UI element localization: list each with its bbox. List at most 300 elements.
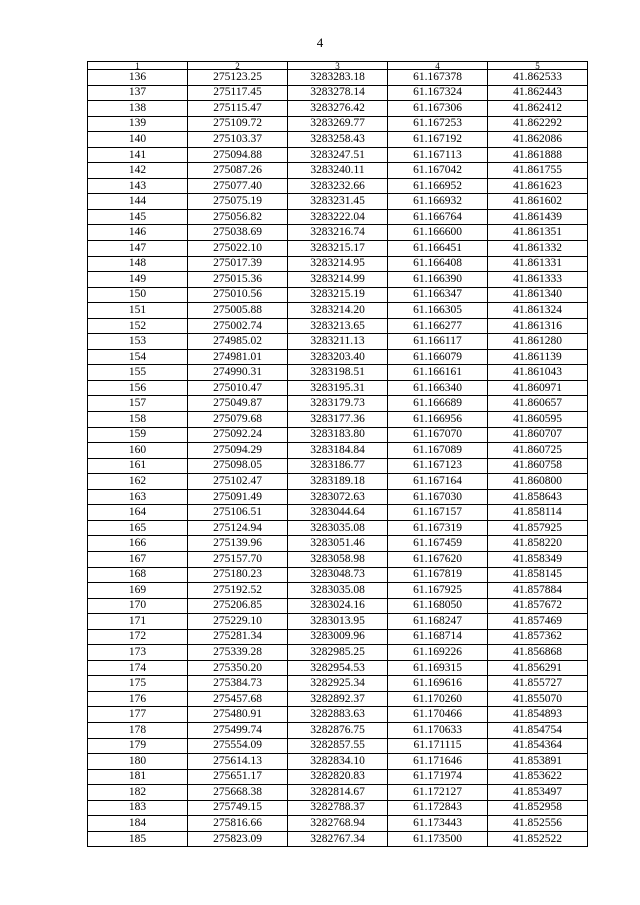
table-row: [88, 551, 588, 567]
table-cell-col-4: 61.167319: [388, 520, 488, 536]
table-cell-col-1: 184: [88, 816, 188, 832]
table-cell-col-3: 3283072.63: [288, 489, 388, 505]
table-cell-col-3: 3282768.94: [288, 816, 388, 832]
table-cell-col-3: 3283035.08: [288, 520, 388, 536]
table-cell-col-4: 61.166956: [388, 412, 488, 428]
table-cell-col-1: 138: [88, 101, 188, 117]
table-cell-col-2: 275157.70: [188, 551, 288, 567]
table-cell-col-3: 3283013.95: [288, 614, 388, 630]
table-row: [88, 676, 588, 692]
table-cell-col-4: 61.166305: [388, 303, 488, 319]
table-cell-col-3: 3283203.40: [288, 349, 388, 365]
table-row: [88, 614, 588, 630]
table-cell-col-1: 152: [88, 318, 188, 334]
table-cell-col-1: 143: [88, 178, 188, 194]
table-cell-col-1: 136: [88, 70, 188, 86]
table-cell-col-5: 41.861316: [488, 318, 588, 334]
table-cell-col-4: 61.166408: [388, 256, 488, 272]
table-cell-col-2: 274981.01: [188, 349, 288, 365]
table-cell-col-5: 41.860758: [488, 458, 588, 474]
table-cell-col-5: 41.858349: [488, 551, 588, 567]
table-cell-col-5: 41.862412: [488, 101, 588, 117]
table-cell-col-3: 3283198.51: [288, 365, 388, 381]
table-cell-col-5: 41.860657: [488, 396, 588, 412]
table-cell-col-1: 157: [88, 396, 188, 412]
table-cell-col-2: 275123.25: [188, 70, 288, 86]
table-cell-col-1: 185: [88, 831, 188, 847]
table-cell-col-1: 164: [88, 505, 188, 521]
table-cell-col-5: 41.858643: [488, 489, 588, 505]
table-cell-col-5: 41.861755: [488, 163, 588, 179]
coordinates-table: [87, 61, 588, 847]
table-row: [88, 831, 588, 847]
table-cell-col-3: 3283214.95: [288, 256, 388, 272]
table-cell-col-2: 275823.09: [188, 831, 288, 847]
table-cell-col-3: 3282814.67: [288, 785, 388, 801]
table-cell-col-4: 61.166277: [388, 318, 488, 334]
table-cell-col-5: 41.861332: [488, 241, 588, 257]
table-cell-col-2: 274985.02: [188, 334, 288, 350]
table-cell-col-3: 3283269.77: [288, 116, 388, 132]
table-cell-col-4: 61.173443: [388, 816, 488, 832]
table-cell-col-1: 160: [88, 443, 188, 459]
table-cell-col-1: 139: [88, 116, 188, 132]
table-cell-col-1: 170: [88, 598, 188, 614]
table-cell-col-2: 275668.38: [188, 785, 288, 801]
table-cell-col-3: 3282954.53: [288, 660, 388, 676]
table-cell-col-4: 61.167164: [388, 474, 488, 490]
table-cell-col-2: 275124.94: [188, 520, 288, 536]
table-cell-col-2: 275192.52: [188, 583, 288, 599]
table-cell-col-1: 176: [88, 691, 188, 707]
table-row: [88, 660, 588, 676]
table-cell-col-2: 275103.37: [188, 132, 288, 148]
table-cell-col-5: 41.861139: [488, 349, 588, 365]
table-cell-col-1: 145: [88, 209, 188, 225]
table-cell-col-4: 61.166340: [388, 380, 488, 396]
table-row: [88, 427, 588, 443]
table-cell-col-4: 61.168050: [388, 598, 488, 614]
table-cell-col-5: 41.861340: [488, 287, 588, 303]
table-cell-col-2: 275139.96: [188, 536, 288, 552]
table-cell-col-5: 41.857884: [488, 583, 588, 599]
table-row: [88, 520, 588, 536]
table-cell-col-1: 151: [88, 303, 188, 319]
table-cell-col-5: 41.861324: [488, 303, 588, 319]
table-header: [88, 62, 588, 70]
table-cell-col-1: 178: [88, 722, 188, 738]
table-cell-col-1: 167: [88, 551, 188, 567]
table-cell-col-3: 3282925.34: [288, 676, 388, 692]
table-cell-col-3: 3282985.25: [288, 645, 388, 661]
table-cell-col-2: 274990.31: [188, 365, 288, 381]
table-cell-col-3: 3283189.18: [288, 474, 388, 490]
table-cell-col-1: 173: [88, 645, 188, 661]
table-cell-col-2: 275281.34: [188, 629, 288, 645]
table-row: [88, 272, 588, 288]
table-cell-col-2: 275480.91: [188, 707, 288, 723]
table-cell-col-3: 3283051.46: [288, 536, 388, 552]
table-cell-col-4: 61.166932: [388, 194, 488, 210]
table-row: [88, 707, 588, 723]
table-cell-col-3: 3283215.17: [288, 241, 388, 257]
table-cell-col-2: 275339.28: [188, 645, 288, 661]
table-row: [88, 738, 588, 754]
table-cell-col-3: 3283179.73: [288, 396, 388, 412]
table-cell-col-5: 41.861351: [488, 225, 588, 241]
column-header-5: 5: [488, 62, 588, 70]
table-cell-col-1: 174: [88, 660, 188, 676]
table-cell-col-4: 61.167253: [388, 116, 488, 132]
table-row: [88, 785, 588, 801]
table-cell-col-4: 61.167042: [388, 163, 488, 179]
table-cell-col-2: 275816.66: [188, 816, 288, 832]
table-cell-col-1: 158: [88, 412, 188, 428]
table-row: [88, 691, 588, 707]
table-cell-col-2: 275180.23: [188, 567, 288, 583]
table-cell-col-3: 3283240.11: [288, 163, 388, 179]
table-cell-col-5: 41.854893: [488, 707, 588, 723]
table-cell-col-4: 61.166952: [388, 178, 488, 194]
table-cell-col-5: 41.853891: [488, 754, 588, 770]
table-cell-col-2: 275229.10: [188, 614, 288, 630]
table-cell-col-2: 275115.47: [188, 101, 288, 117]
table-row: [88, 769, 588, 785]
table-cell-col-1: 161: [88, 458, 188, 474]
table-cell-col-3: 3283211.13: [288, 334, 388, 350]
table-cell-col-4: 61.170633: [388, 722, 488, 738]
table-cell-col-4: 61.167123: [388, 458, 488, 474]
table-cell-col-5: 41.857469: [488, 614, 588, 630]
table-cell-col-4: 61.166347: [388, 287, 488, 303]
table-cell-col-5: 41.858220: [488, 536, 588, 552]
table-cell-col-3: 3283222.04: [288, 209, 388, 225]
column-header-1: 1: [88, 62, 188, 70]
table-row: [88, 800, 588, 816]
table-cell-col-4: 61.168714: [388, 629, 488, 645]
table-cell-col-5: 41.861623: [488, 178, 588, 194]
table-cell-col-3: 3282834.10: [288, 754, 388, 770]
table-cell-col-4: 61.166390: [388, 272, 488, 288]
table-cell-col-4: 61.166451: [388, 241, 488, 257]
table-cell-col-2: 275010.47: [188, 380, 288, 396]
table-cell-col-2: 275554.09: [188, 738, 288, 754]
page-number: 4: [316, 35, 324, 50]
table-cell-col-1: 162: [88, 474, 188, 490]
table-cell-col-2: 275005.88: [188, 303, 288, 319]
table-cell-col-3: 3283258.43: [288, 132, 388, 148]
table-cell-col-3: 3283214.20: [288, 303, 388, 319]
table-cell-col-3: 3282892.37: [288, 691, 388, 707]
table-cell-col-3: 3283048.73: [288, 567, 388, 583]
table-cell-col-3: 3282876.75: [288, 722, 388, 738]
table-cell-col-2: 275749.15: [188, 800, 288, 816]
table-cell-col-3: 3283278.14: [288, 85, 388, 101]
table-cell-col-3: 3283024.16: [288, 598, 388, 614]
table-cell-col-2: 275098.05: [188, 458, 288, 474]
table-cell-col-3: 3283044.64: [288, 505, 388, 521]
table-cell-col-3: 3283214.99: [288, 272, 388, 288]
table-cell-col-1: 148: [88, 256, 188, 272]
table-cell-col-4: 61.170466: [388, 707, 488, 723]
table-cell-col-5: 41.857672: [488, 598, 588, 614]
table-cell-col-2: 275038.69: [188, 225, 288, 241]
table-row: [88, 318, 588, 334]
table-row: [88, 629, 588, 645]
table-cell-col-4: 61.167030: [388, 489, 488, 505]
table-cell-col-1: 179: [88, 738, 188, 754]
table-cell-col-1: 144: [88, 194, 188, 210]
table-cell-col-2: 275102.47: [188, 474, 288, 490]
table-row: [88, 225, 588, 241]
table-row: [88, 334, 588, 350]
table-cell-col-3: 3283283.18: [288, 70, 388, 86]
table-cell-col-1: 153: [88, 334, 188, 350]
table-cell-col-4: 61.171646: [388, 754, 488, 770]
table-row: [88, 583, 588, 599]
table-cell-col-5: 41.861280: [488, 334, 588, 350]
table-cell-col-3: 3283009.96: [288, 629, 388, 645]
table-cell-col-5: 41.860595: [488, 412, 588, 428]
table-cell-col-4: 61.169616: [388, 676, 488, 692]
table-cell-col-4: 61.167324: [388, 85, 488, 101]
table-cell-col-4: 61.167306: [388, 101, 488, 117]
table-row: [88, 816, 588, 832]
table-cell-col-4: 61.166689: [388, 396, 488, 412]
table-cell-col-1: 156: [88, 380, 188, 396]
table-cell-col-3: 3283058.98: [288, 551, 388, 567]
table-cell-col-4: 61.170260: [388, 691, 488, 707]
table-row: [88, 241, 588, 257]
table-cell-col-4: 61.166079: [388, 349, 488, 365]
table-cell-col-5: 41.861602: [488, 194, 588, 210]
table-cell-col-2: 275077.40: [188, 178, 288, 194]
table-cell-col-1: 165: [88, 520, 188, 536]
table-cell-col-1: 182: [88, 785, 188, 801]
table-cell-col-5: 41.852958: [488, 800, 588, 816]
table-cell-col-5: 41.855070: [488, 691, 588, 707]
table-cell-col-2: 275094.88: [188, 147, 288, 163]
table-cell-col-5: 41.852556: [488, 816, 588, 832]
table-cell-col-4: 61.167192: [388, 132, 488, 148]
table-cell-col-4: 61.167459: [388, 536, 488, 552]
table-cell-col-1: 180: [88, 754, 188, 770]
table-cell-col-4: 61.168247: [388, 614, 488, 630]
table-cell-col-3: 3283276.42: [288, 101, 388, 117]
table-cell-col-2: 275117.45: [188, 85, 288, 101]
table-cell-col-3: 3283247.51: [288, 147, 388, 163]
table-cell-col-3: 3283195.31: [288, 380, 388, 396]
table-cell-col-1: 147: [88, 241, 188, 257]
column-header-3: 3: [288, 62, 388, 70]
table-cell-col-4: 61.173500: [388, 831, 488, 847]
table-cell-col-4: 61.171974: [388, 769, 488, 785]
table-row: [88, 209, 588, 225]
column-header-4: 4: [388, 62, 488, 70]
table-cell-col-2: 275206.85: [188, 598, 288, 614]
table-cell-col-1: 154: [88, 349, 188, 365]
table-row: [88, 567, 588, 583]
table-cell-col-2: 275457.68: [188, 691, 288, 707]
table-row: [88, 85, 588, 101]
table-cell-col-2: 275017.39: [188, 256, 288, 272]
table-cell-col-4: 61.166161: [388, 365, 488, 381]
table-cell-col-1: 140: [88, 132, 188, 148]
table-cell-col-5: 41.861043: [488, 365, 588, 381]
table-cell-col-4: 61.172127: [388, 785, 488, 801]
table-cell-col-2: 275079.68: [188, 412, 288, 428]
table-row: [88, 474, 588, 490]
table-cell-col-3: 3283183.80: [288, 427, 388, 443]
table-cell-col-4: 61.166764: [388, 209, 488, 225]
table-cell-col-1: 146: [88, 225, 188, 241]
table-cell-col-1: 142: [88, 163, 188, 179]
table-cell-col-5: 41.862533: [488, 70, 588, 86]
table-cell-col-2: 275384.73: [188, 676, 288, 692]
table-cell-col-3: 3283177.36: [288, 412, 388, 428]
table-body: [88, 70, 588, 847]
table-cell-col-4: 61.167925: [388, 583, 488, 599]
table-cell-col-1: 141: [88, 147, 188, 163]
table-cell-col-4: 61.169226: [388, 645, 488, 661]
table-cell-col-3: 3283184.84: [288, 443, 388, 459]
table-row: [88, 163, 588, 179]
table-cell-col-5: 41.860971: [488, 380, 588, 396]
table-row: [88, 256, 588, 272]
table-cell-col-2: 275015.36: [188, 272, 288, 288]
table-cell-col-2: 275092.24: [188, 427, 288, 443]
table-cell-col-3: 3282788.37: [288, 800, 388, 816]
table-cell-col-1: 183: [88, 800, 188, 816]
table-cell-col-5: 41.860707: [488, 427, 588, 443]
table-cell-col-5: 41.861333: [488, 272, 588, 288]
table-cell-col-5: 41.855727: [488, 676, 588, 692]
table-cell-col-4: 61.171115: [388, 738, 488, 754]
table-cell-col-5: 41.861331: [488, 256, 588, 272]
table-cell-col-2: 275350.20: [188, 660, 288, 676]
table-cell-col-3: 3283186.77: [288, 458, 388, 474]
header-row: [88, 62, 588, 70]
table-row: [88, 645, 588, 661]
table-cell-col-3: 3283232.66: [288, 178, 388, 194]
table-cell-col-4: 61.166600: [388, 225, 488, 241]
table-cell-col-1: 177: [88, 707, 188, 723]
table-cell-col-3: 3283215.19: [288, 287, 388, 303]
table-cell-col-4: 61.167089: [388, 443, 488, 459]
table-cell-col-3: 3282857.55: [288, 738, 388, 754]
table-cell-col-4: 61.167157: [388, 505, 488, 521]
table-cell-col-3: 3282767.34: [288, 831, 388, 847]
table-cell-col-1: 150: [88, 287, 188, 303]
table-row: [88, 380, 588, 396]
table-cell-col-5: 41.857362: [488, 629, 588, 645]
table-cell-col-5: 41.854754: [488, 722, 588, 738]
table-cell-col-2: 275010.56: [188, 287, 288, 303]
table-cell-col-2: 275002.74: [188, 318, 288, 334]
table-cell-col-4: 61.167113: [388, 147, 488, 163]
table-cell-col-1: 159: [88, 427, 188, 443]
table-cell-col-5: 41.856868: [488, 645, 588, 661]
table-cell-col-1: 175: [88, 676, 188, 692]
table-cell-col-2: 275651.17: [188, 769, 288, 785]
table-cell-col-2: 275106.51: [188, 505, 288, 521]
table-cell-col-4: 61.172843: [388, 800, 488, 816]
table-cell-col-5: 41.854364: [488, 738, 588, 754]
table-cell-col-2: 275499.74: [188, 722, 288, 738]
table-row: [88, 287, 588, 303]
table-cell-col-4: 61.169315: [388, 660, 488, 676]
table-cell-col-1: 166: [88, 536, 188, 552]
table-cell-col-5: 41.858114: [488, 505, 588, 521]
table-row: [88, 178, 588, 194]
table-cell-col-4: 61.166117: [388, 334, 488, 350]
table-row: [88, 598, 588, 614]
table-cell-col-2: 275109.72: [188, 116, 288, 132]
table-row: [88, 101, 588, 117]
column-header-2: 2: [188, 62, 288, 70]
table-row: [88, 754, 588, 770]
table-row: [88, 132, 588, 148]
table-row: [88, 365, 588, 381]
table-cell-col-1: 172: [88, 629, 188, 645]
table-cell-col-5: 41.862086: [488, 132, 588, 148]
table-cell-col-2: 275075.19: [188, 194, 288, 210]
table-cell-col-5: 41.857925: [488, 520, 588, 536]
table-cell-col-2: 275022.10: [188, 241, 288, 257]
table-row: [88, 489, 588, 505]
table-cell-col-5: 41.862443: [488, 85, 588, 101]
table-row: [88, 536, 588, 552]
table-cell-col-4: 61.167620: [388, 551, 488, 567]
table-cell-col-4: 61.167819: [388, 567, 488, 583]
table-row: [88, 116, 588, 132]
table-cell-col-1: 149: [88, 272, 188, 288]
table-cell-col-5: 41.860800: [488, 474, 588, 490]
table-cell-col-5: 41.860725: [488, 443, 588, 459]
table-row: [88, 458, 588, 474]
table-cell-col-5: 41.853497: [488, 785, 588, 801]
table-cell-col-3: 3283035.08: [288, 583, 388, 599]
table-cell-col-1: 137: [88, 85, 188, 101]
table-cell-col-5: 41.858145: [488, 567, 588, 583]
table-cell-col-1: 171: [88, 614, 188, 630]
table-cell-col-2: 275614.13: [188, 754, 288, 770]
table-row: [88, 147, 588, 163]
table-row: [88, 396, 588, 412]
table-cell-col-5: 41.856291: [488, 660, 588, 676]
table-cell-col-3: 3282820.83: [288, 769, 388, 785]
table-row: [88, 722, 588, 738]
table-cell-col-3: 3283216.74: [288, 225, 388, 241]
table-cell-col-2: 275056.82: [188, 209, 288, 225]
table-cell-col-5: 41.852522: [488, 831, 588, 847]
table-cell-col-3: 3283213.65: [288, 318, 388, 334]
table-cell-col-2: 275049.87: [188, 396, 288, 412]
table-cell-col-5: 41.861888: [488, 147, 588, 163]
table-cell-col-2: 275094.29: [188, 443, 288, 459]
table-row: [88, 349, 588, 365]
table-row: [88, 70, 588, 86]
table-cell-col-2: 275087.26: [188, 163, 288, 179]
table-cell-col-2: 275091.49: [188, 489, 288, 505]
table-cell-col-3: 3283231.45: [288, 194, 388, 210]
table-cell-col-1: 181: [88, 769, 188, 785]
table-cell-col-3: 3282883.63: [288, 707, 388, 723]
table-cell-col-1: 155: [88, 365, 188, 381]
table-cell-col-5: 41.861439: [488, 209, 588, 225]
table-row: [88, 194, 588, 210]
table-row: [88, 412, 588, 428]
